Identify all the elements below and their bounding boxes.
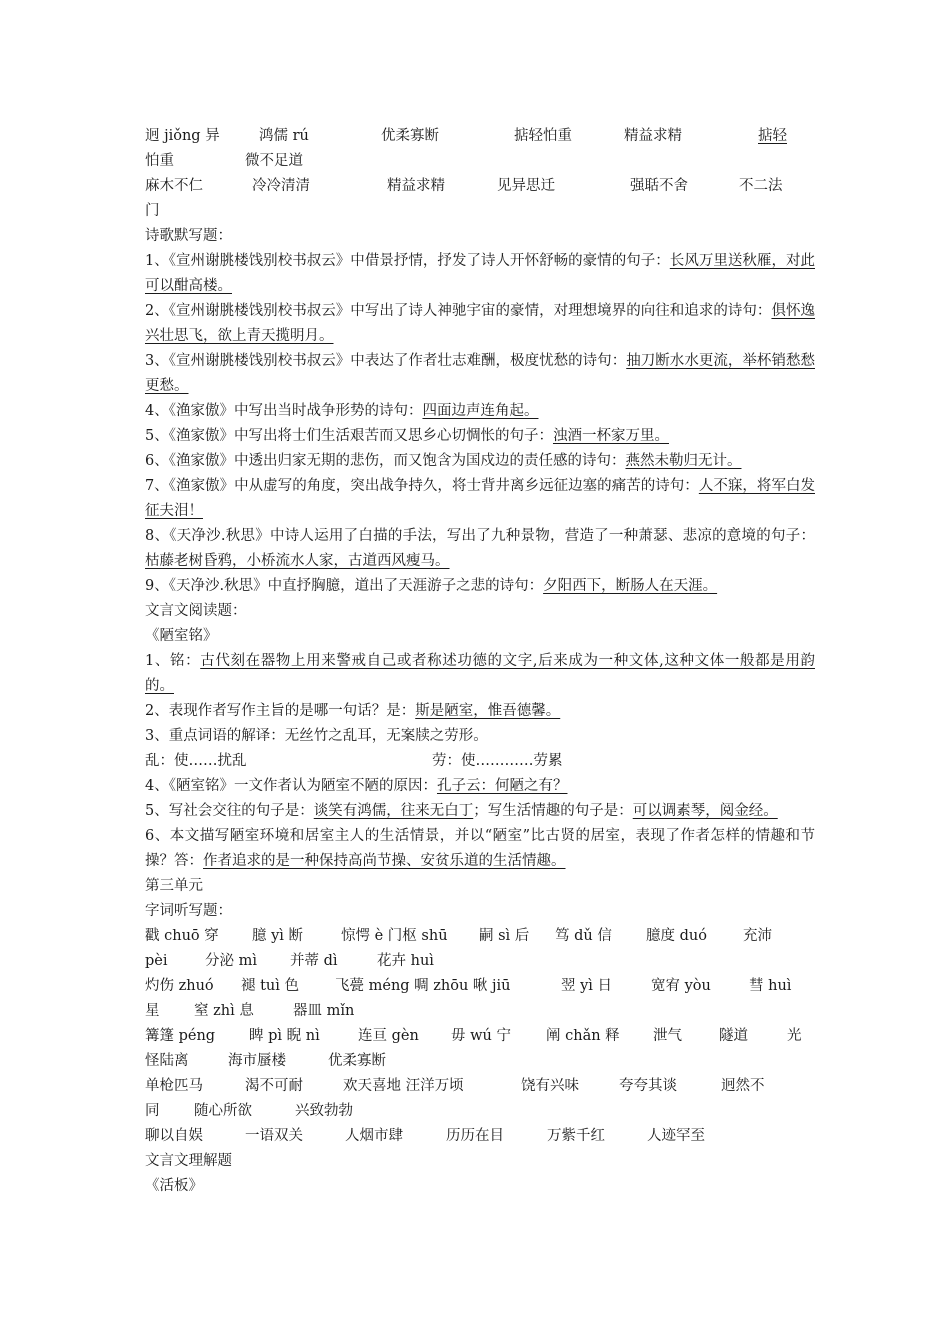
question-text: 6、本文描写陋室环境和居室主人的生活情景，并以“陋室”比古贤的居室，表现了作者怎样的情趣和节操？答： xyxy=(145,828,815,869)
vocab-item: 嗣 sì 后 xyxy=(479,928,530,944)
question-text: 5、写社会交往的句子是： xyxy=(145,803,314,819)
vocab-line xyxy=(145,1074,815,1099)
vocab-item: 花卉 huì xyxy=(377,953,434,969)
answer-text: 孔子云：何陋之有？ xyxy=(436,778,568,794)
vocab-item: 掂轻 xyxy=(758,128,787,144)
question: 3、重点词语的解译：无丝竹之乱耳，无案牍之劳形。 xyxy=(145,728,488,744)
question-text: ；写生活情趣的句子是： xyxy=(473,803,633,819)
question-text: 8、《天净沙.秋思》中诗人运用了白描的手法，写出了九种景物，营造了一种萧瑟、悲凉的意境的句子： xyxy=(145,528,815,544)
question xyxy=(145,774,815,799)
vocab-item: 单枪匹马 xyxy=(145,1078,203,1094)
vocab-item: 鸿儒 rú xyxy=(259,128,309,144)
unit-heading: 第三单元 xyxy=(145,878,203,894)
question xyxy=(145,574,815,599)
question xyxy=(145,424,815,449)
question-text: 1、铭： xyxy=(145,653,201,669)
question xyxy=(145,824,815,874)
question xyxy=(145,474,815,524)
vocab-line xyxy=(145,149,815,174)
vocab-item: 戳 chuō 穿 xyxy=(145,928,219,944)
question-text: 4、《陋室铭》一文作者认为陋室不陋的原因： xyxy=(145,778,437,794)
vocab-item: 麻木不仁 xyxy=(145,178,203,194)
question-text: 2、《宣州谢朓楼饯别校书叔云》中写出了诗人神驰宇宙的豪情，对理想境界的向往和追求的诗句： xyxy=(145,303,772,319)
vocab-item: 篝篷 péng xyxy=(145,1028,216,1044)
vocab-item: 连亘 gèn xyxy=(358,1028,419,1044)
vocab-item: 褪 tuì 色 xyxy=(241,978,300,994)
vocab-item: 窒 zhì 息 xyxy=(194,1003,254,1019)
vocab-item: 同 xyxy=(145,1103,160,1119)
vocab-item: 欢天喜地 汪洋万顷 xyxy=(343,1078,464,1094)
vocab-item: 分泌 mì xyxy=(205,953,257,969)
vocab-item: 人烟市肆 xyxy=(345,1128,403,1144)
vocab-item: pèi xyxy=(145,953,168,969)
answer-text: 四面边声连角起。 xyxy=(422,403,539,419)
vocab-line xyxy=(145,1024,815,1049)
vocab-line xyxy=(145,174,815,199)
vocab-item: 并蒂 dì xyxy=(290,953,338,969)
answer-text: 斯是陋室，惟吾德馨。 xyxy=(415,703,561,719)
vocab-item: 随心所欲 xyxy=(194,1103,252,1119)
question xyxy=(145,799,815,824)
vocab-item: 兴致勃勃 xyxy=(295,1103,353,1119)
question-text: 2、表现作者写作主旨的是哪一句话？是： xyxy=(145,703,416,719)
vocab-line xyxy=(145,1049,815,1074)
vocab-item: 灼伤 zhuó xyxy=(145,978,214,994)
answer-text: 人不寐，将军白发征夫泪！ xyxy=(145,478,815,519)
question xyxy=(145,449,815,474)
answer-text: 谈笑有鸿儒，往来无白丁 xyxy=(313,803,474,819)
answer-text: 枯藤老树昏鸦，小桥流水人家，古道西风瘦马。 xyxy=(145,553,450,569)
vocab-line xyxy=(145,924,815,949)
question xyxy=(145,524,815,574)
vocab-item: 人迹罕至 xyxy=(647,1128,705,1144)
vocab-item: 精益求精 xyxy=(387,178,445,194)
vocab-item: 睥 pì 睨 nì xyxy=(249,1028,320,1044)
vocab-item: 见异思迁 xyxy=(497,178,555,194)
vocab-item: 门 xyxy=(145,203,160,219)
answer-text: 可以调素琴，阅金经。 xyxy=(632,803,778,819)
question xyxy=(145,349,815,399)
question-text: 6、《渔家傲》中透出归家无期的悲伤，而又饱含为国戍边的责任感的诗句： xyxy=(145,453,626,469)
vocab-line xyxy=(145,1124,815,1149)
vocab-item: 泄气 xyxy=(653,1028,682,1044)
answer-text: 抽刀断水水更流，举杯销愁愁更愁。 xyxy=(145,353,815,394)
vocab-item: 优柔寡断 xyxy=(328,1053,386,1069)
vocab-item: 冷冷清清 xyxy=(252,178,310,194)
section-heading: 诗歌默写题： xyxy=(145,228,232,244)
vocab-item: 臆 yì 断 xyxy=(252,928,304,944)
vocab-item: 阐 chǎn 释 xyxy=(546,1028,620,1044)
vocab-line xyxy=(145,999,815,1024)
vocab-item: 精益求精 xyxy=(624,128,682,144)
vocab-item: 惊愕 è 门枢 shū xyxy=(341,928,448,944)
vocab-item: 器皿 mǐn xyxy=(293,1003,355,1019)
vocab-item: 充沛 xyxy=(743,928,772,944)
vocab-item: 万紫千红 xyxy=(547,1128,605,1144)
question-text: 1、《宣州谢朓楼饯别校书叔云》中借景抒情，抒发了诗人开怀舒畅的豪情的句子： xyxy=(145,253,670,269)
section-heading: 字词听写题： xyxy=(145,903,232,919)
section-heading: 文言文阅读题： xyxy=(145,603,247,619)
answer-text: 夕阳西下，断肠人在天涯。 xyxy=(543,578,718,594)
answer-text: 作者追求的是一种保持高尚节操、安贫乐道的生活情趣。 xyxy=(203,853,566,869)
vocab-line xyxy=(145,199,815,224)
vocab-item: 怕重 xyxy=(145,153,174,169)
vocab-item: 光 xyxy=(787,1028,802,1044)
vocab-item: 夸夸其谈 xyxy=(619,1078,677,1094)
vocab-item: 笃 dǔ 信 xyxy=(555,928,612,944)
answer-text: 俱怀逸兴壮思飞，欲上青天揽明月。 xyxy=(145,303,815,344)
document-content xyxy=(145,124,815,1199)
vocab-item: 怪陆离 xyxy=(145,1053,189,1069)
answer-text: 浊酒一杯家万里。 xyxy=(552,428,669,444)
vocab-item: 微不足道 xyxy=(245,153,303,169)
section-heading: 文言文理解题 xyxy=(145,1153,232,1169)
vocab-item: 迥然不 xyxy=(721,1078,765,1094)
vocab-line xyxy=(145,124,815,149)
vocab-item: 彗 huì xyxy=(749,978,792,994)
vocab-line xyxy=(145,974,815,999)
question-text: 9、《天净沙.秋思》中直抒胸臆，道出了天涯游子之悲的诗句： xyxy=(145,578,544,594)
word-explanation: 劳：使…………劳累 xyxy=(432,753,563,769)
question-text: 5、《渔家傲》中写出将士们生活艰苦而又思乡心切惆怅的句子： xyxy=(145,428,553,444)
answer-text: 长风万里送秋雁，对此可以酣高楼。 xyxy=(145,253,815,294)
vocab-line xyxy=(145,949,815,974)
vocab-item: 飞甍 méng 啁 zhōu 啾 jiū xyxy=(335,978,511,994)
question xyxy=(145,399,815,424)
vocab-item: 迥 jiǒng 异 xyxy=(145,128,220,144)
vocab-item: 渴不可耐 xyxy=(245,1078,303,1094)
vocab-item: 掂轻怕重 xyxy=(514,128,572,144)
vocab-item: 臆度 duó xyxy=(646,928,707,944)
vocab-item: 不二法 xyxy=(739,178,783,194)
vocab-item: 历历在目 xyxy=(446,1128,504,1144)
vocab-item: 星 xyxy=(145,1003,160,1019)
vocab-item: 强聒不舍 xyxy=(630,178,688,194)
vocab-line xyxy=(145,1099,815,1124)
vocab-item: 毋 wú 宁 xyxy=(451,1028,511,1044)
vocab-item: 优柔寡断 xyxy=(381,128,439,144)
vocab-item: 聊以自娱 xyxy=(145,1128,203,1144)
answer-text: 燕然未勒归无计。 xyxy=(625,453,742,469)
question-text: 7、《渔家傲》中从虚写的角度，突出战争持久，将士背井离乡远征边塞的痛苦的诗句： xyxy=(145,478,699,494)
vocab-item: 一语双关 xyxy=(245,1128,303,1144)
text-title: 《活板》 xyxy=(145,1178,203,1194)
text-title: 《陋室铭》 xyxy=(145,628,218,644)
question xyxy=(145,699,815,724)
vocab-item: 翌 yì 日 xyxy=(561,978,613,994)
vocab-item: 海市蜃楼 xyxy=(228,1053,286,1069)
vocab-item: 隧道 xyxy=(719,1028,748,1044)
word-explanation-line xyxy=(145,749,815,774)
question xyxy=(145,249,815,299)
question-text: 4、《渔家傲》中写出当时战争形势的诗句： xyxy=(145,403,423,419)
vocab-item: 饶有兴味 xyxy=(521,1078,579,1094)
answer-text: 古代刻在器物上用来警戒自己或者称述功德的文字,后来成为一种文体,这种文体一般都是用韵的。 xyxy=(145,653,815,694)
question xyxy=(145,299,815,349)
vocab-item: 宽宥 yòu xyxy=(651,978,711,994)
question-text: 3、《宣州谢朓楼饯别校书叔云》中表达了作者壮志难酬，极度忧愁的诗句： xyxy=(145,353,627,369)
question xyxy=(145,649,815,699)
word-explanation: 乱：使……扰乱 xyxy=(145,753,247,769)
